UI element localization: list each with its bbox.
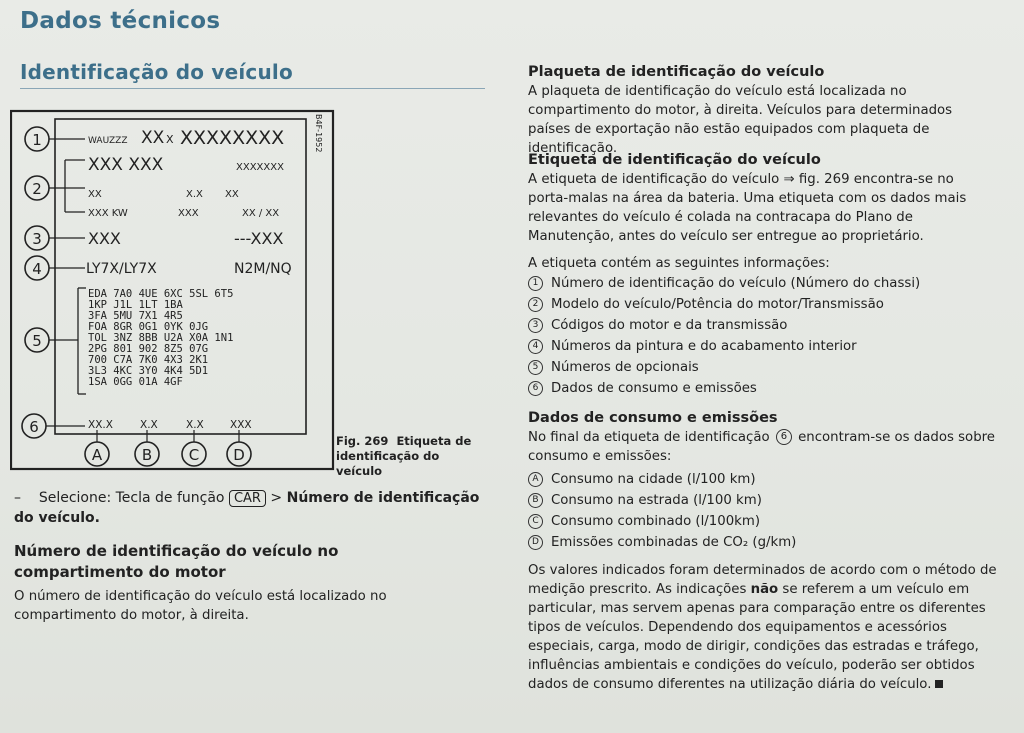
option-row-3: 3FA 5MU 7X1 4R5 — [88, 310, 183, 322]
row2b-c: XX — [225, 189, 239, 200]
car-key: CAR — [229, 490, 266, 507]
option-row-6: 2PG 801 902 8Z5 07G — [88, 343, 209, 355]
side-code: B4F-1952 — [314, 114, 323, 153]
end-marker-icon — [935, 680, 943, 688]
consumption-section — [528, 408, 998, 694]
option-row-5: TOL 3NZ 8BB U2A X0A 1N1 — [88, 332, 234, 344]
callout-a-label: A — [91, 446, 103, 464]
list-item: 6 Dados de consumo e emissões — [528, 378, 998, 399]
section-rule — [20, 88, 485, 89]
label-heading: Etiqueta de identificação do veículo — [528, 152, 821, 168]
select-arrow: > — [270, 490, 283, 506]
page-title: Dados técnicos — [20, 8, 221, 34]
row4-a: LY7X/LY7X — [86, 261, 157, 277]
list-item: 2 Modelo do veículo/Potência do motor/Transmissão — [528, 294, 998, 315]
list-item: 3 Códigos do motor e da transmissão — [528, 315, 998, 336]
row2b-a: XX — [88, 189, 102, 200]
option-row-4: FOA 8GR 0G1 0YK 0JG — [88, 321, 209, 333]
list-item: D Emissões combinadas de CO₂ (g/km) — [528, 532, 998, 553]
row3-b: ---XXX — [234, 229, 284, 248]
list-item: 1 Número de identificação do veículo (Número do chassi) — [528, 273, 998, 294]
callout-b-label: B — [141, 446, 153, 464]
plate-text: A plaqueta de identificação do veículo está localizada no compartimento do motor, à direita. Veículos para determinados países de exportação não estão equipados com plaqueta de identificação. — [528, 84, 953, 156]
callout-c-label: C — [188, 446, 200, 464]
option-row-2: 1KP J1L 1LT 1BA — [88, 299, 183, 311]
select-target: Número de identificação do veículo. — [14, 490, 480, 526]
figure-caption-text: Etiqueta de identificação do veículo — [336, 434, 472, 478]
vin-text: O número de identificação do veículo está localizado no compartimento do motor, à direita. — [14, 589, 387, 623]
option-row-8: 3L3 4KC 3Y0 4K4 5D1 — [88, 365, 209, 377]
row2c-c: XX / XX — [242, 208, 280, 219]
option-row-1: EDA 7A0 4UE 6XC 5SL 6T5 — [88, 288, 234, 300]
row6-d: XXX — [230, 419, 252, 431]
callout-6-label: 6 — [29, 418, 39, 436]
callout-5-label: 5 — [32, 332, 42, 350]
row2-a: XXX XXX — [88, 155, 164, 175]
consumption-note: Os valores indicados foram determinados de acordo com o método de medição prescrito. As indicações não se referem a um veículo em particular, mas servem apenas para comparação entre os diferentes tipos de veículos. Dependendo dos equipamentos e acessórios especiais, carga, modo de dirigir, condições das estradas e tráfego, influências ambientais e condições do veículo, poderão ser obtidos dados de consumo diferentes na utilização diária do veículo. — [528, 563, 997, 692]
row1-a: XX — [141, 128, 165, 148]
list-item: A Consumo na cidade (l/100 km) — [528, 469, 998, 490]
row2b-b: X.X — [186, 189, 203, 200]
figure-number: Fig. 269 — [336, 434, 389, 448]
callout-1-label: 1 — [32, 131, 42, 149]
vehicle-label-figure — [10, 108, 335, 473]
callout-d-label: D — [233, 446, 245, 464]
plate-section — [528, 62, 998, 158]
row6-a: XX.X — [88, 419, 113, 431]
consumption-list — [528, 469, 998, 553]
dash: – — [14, 490, 21, 506]
list-item: C Consumo combinado (l/100km) — [528, 511, 998, 532]
row6-b: X.X — [140, 419, 158, 431]
label-text: A etiqueta de identificação do veículo ⇒ fig. 269 encontra-se no porta-malas na área da bateria. Uma etiqueta com os dados mais relevantes do veículo é colada na contracapa do Plano de Manutenção, antes do veículo ser entregue ao proprietário. — [528, 172, 967, 244]
list-item: 4 Números da pintura e do acabamento interior — [528, 336, 998, 357]
option-row-9: 1SA 0GG 01A 4GF — [88, 376, 183, 388]
label-intro: A etiqueta contém as seguintes informações: — [528, 256, 830, 271]
row1-b: X — [166, 133, 174, 146]
row6-c: X.X — [186, 419, 204, 431]
plate-heading: Plaqueta de identificação do veículo — [528, 64, 825, 80]
label-section — [528, 150, 998, 399]
row2-b: XXXXXXX — [236, 162, 284, 173]
figure-caption — [336, 434, 486, 479]
consumption-heading: Dados de consumo e emissões — [528, 410, 778, 426]
section-title: Identificação do veículo — [20, 60, 293, 84]
row4-b: N2M/NQ — [234, 261, 292, 277]
row1-prefix: WAUZZZ — [88, 136, 128, 146]
consumption-intro: No final da etiqueta de identificação 6 encontram-se os dados sobre consumo e emissões: — [528, 430, 995, 464]
list-item: 5 Números de opcionais — [528, 357, 998, 378]
vin-heading: Número de identificação do veículo no compartimento do motor — [14, 542, 339, 581]
callout-4-label: 4 — [32, 260, 42, 278]
callout-3-label: 3 — [32, 230, 42, 248]
list-item: B Consumo na estrada (l/100 km) — [528, 490, 998, 511]
vehicle-label-diagram — [10, 108, 335, 473]
row2c-a: XXX KW — [88, 208, 128, 219]
label-info-list — [528, 273, 998, 399]
row2c-b: XXX — [178, 208, 199, 219]
select-instruction — [14, 488, 494, 528]
select-prefix: Selecione: Tecla de função — [38, 490, 225, 506]
callout-2-label: 2 — [32, 180, 42, 198]
option-row-7: 700 C7A 7K0 4X3 2K1 — [88, 354, 209, 366]
row3-a: XXX — [88, 229, 121, 248]
row1-c: XXXXXXXX — [180, 127, 285, 149]
